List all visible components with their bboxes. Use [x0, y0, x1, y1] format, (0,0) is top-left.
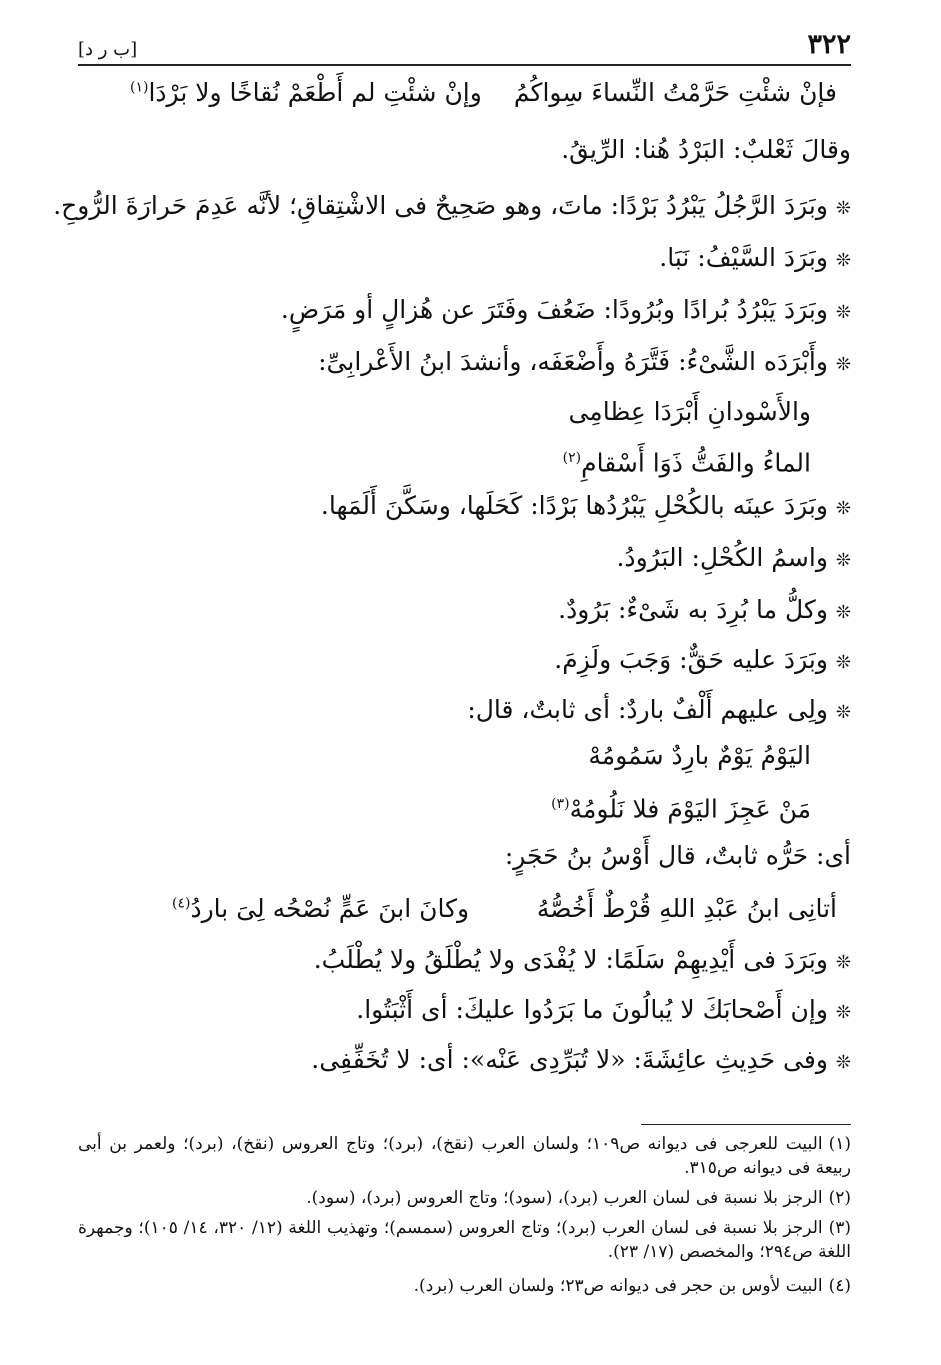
- verse-4-first-hemistich: أتانِى ابنُ عَبْدِ اللهِ قُرْطٌ أَخُصُّهُ: [536, 894, 837, 923]
- entry-salam: ❊وبَرَدَ فى أَيْدِيهِمْ سَلَمًا: لا يُفْدَى ولا يُطْلَقُ ولا يُطْلَبُ.: [313, 945, 851, 974]
- bullet-icon: ❊: [835, 498, 851, 519]
- bullet-icon: ❊: [835, 1052, 851, 1073]
- entry-sword: ❊وبَرَدَ السَّيْفُ: نَبَا.: [659, 243, 851, 272]
- bullet-icon: ❊: [835, 250, 851, 271]
- entry-aisha: ❊وفى حَدِيثِ عائِشَةَ: «لا تُبَرِّدِى عَنْه»: أى: لا تُخَفِّفِى.: [311, 1045, 851, 1074]
- header-rule: [78, 64, 851, 66]
- verse-4-second-hemistich: وكانَ ابنَ عَمٍّ نُصْحُه لِىَ باردُ$^{(٤)}$: [172, 894, 470, 923]
- verse-3-line-2: مَنْ عَجِزَ اليَوْمَ فلا نَلُومُهْ$^{(٣)}$: [551, 794, 811, 824]
- entry-thousand: ❊ولِى عليهم أَلْفٌ باردٌ: أى ثابتٌ، قال:: [467, 695, 851, 724]
- verse-2-line-1: والأَسْودانِ أَبْرَدَا عِظامِى: [568, 397, 811, 426]
- footnote-3: (٣)الرجز بلا نسبة فى لسان العرب (برد)؛ وتاج العروس (سمسم)؛ وتهذيب اللغة (١٢/ ٣٢٠، ١٤/ ١٠٥)؛ وجمهرة اللغة ص٢٩٤؛ والمخصص (١٧/ ٢٣).: [78, 1218, 852, 1262]
- bullet-icon: ❊: [835, 198, 851, 219]
- page-number: ٣٢٢: [807, 29, 851, 60]
- bullet-icon: ❊: [835, 1002, 851, 1023]
- entry-barud: ❊وكلُّ ما بُرِدَ به شَىْءٌ: بَرُودٌ.: [558, 595, 851, 624]
- verse-1-first-hemistich: فإنْ شئْتِ حَرَّمْتُ النِّساءَ سِواكُمُ: [513, 78, 837, 107]
- footnote-ref-1: (١): [130, 79, 149, 96]
- entry-kohl-name: ❊واسمُ الكُحْلِ: البَرُودُ.: [616, 543, 851, 572]
- bullet-icon: ❊: [835, 652, 851, 673]
- verse-1-second-hemistich: وإنْ شئْتِ لم أَطْعَمْ نُقاخًا ولا بَرْدَا$^{(١)}$: [130, 78, 482, 107]
- entry-died: ❊وبَرَدَ الرَّجُلُ يَبْرُدُ بَرْدًا: ماتَ، وهو صَحِيحٌ فى الاشْتِقاقِ؛ لأنَّه عَدِمَ حَرارَةَ الرُّوحِ.: [53, 191, 851, 220]
- bullet-icon: ❊: [835, 952, 851, 973]
- line-aws: أى: حَرُّه ثابتٌ، قال أَوْسُ بنُ حَجَرٍ:: [504, 841, 851, 870]
- entry-right: ❊وبَرَدَ عليه حَقٌّ: وَجَبَ ولَزِمَ.: [554, 645, 851, 674]
- bullet-icon: ❊: [835, 602, 851, 623]
- footnote-2: (٢)الرجز بلا نسبة فى لسان العرب (برد)، (سود)؛ وتاج العروس (برد)، (سود).: [306, 1188, 851, 1208]
- root-tag: [ب ر د]: [78, 39, 138, 60]
- bullet-icon: ❊: [835, 302, 851, 323]
- verse-2-line-2: الماءُ والفَتُّ ذَوَا أَسْقامِ$^{(٢)}$: [562, 448, 811, 478]
- verse-1: [82, 78, 851, 112]
- line-thalab: وقالَ ثَعْلبٌ: البَرْدُ هُنا: الرِّيقُ.: [561, 135, 851, 164]
- footnote-1: (١)البيت للعرجى فى ديوانه ص١٠٩؛ ولسان العرب (نقخ)، (برد)؛ وتاج العروس (نقخ)، (برد)؛ ولعمر بن أبى ربيعة فى ديوانه ص٣١٥.: [78, 1134, 851, 1178]
- verse-4: [82, 894, 851, 928]
- footnote-ref-4: (٤): [172, 895, 191, 912]
- bullet-icon: ❊: [835, 550, 851, 571]
- footnote-rule: [641, 1124, 851, 1125]
- footnote-ref-3: (٣): [551, 796, 570, 812]
- page-header: [78, 28, 851, 60]
- entry-abrada: ❊وأَبْرَدَه الشَّىْءُ: فَتَّرَهُ وأَضْعَفَه، وأنشدَ ابنُ الأَعْرابِىِّ:: [318, 347, 851, 376]
- entry-kohl: ❊وبَرَدَ عينَه بالكُحْلِ يَبْرُدُها بَرْدًا: كَحَلَها، وسَكَّنَ أَلَمَها.: [320, 491, 851, 520]
- bullet-icon: ❊: [835, 354, 851, 375]
- footnote-4: (٤)البيت لأوس بن حجر فى ديوانه ص٢٣؛ ولسان العرب (برد).: [413, 1276, 851, 1296]
- entry-companions: ❊وإن أَصْحابَكَ لا يُبالُونَ ما بَرَدُوا عليكَ: أى أَثْبَتُوا.: [356, 995, 851, 1024]
- footnote-ref-2: (٢): [562, 450, 582, 466]
- bullet-icon: ❊: [835, 702, 851, 723]
- verse-3-line-1: اليَوْمُ يَوْمٌ بارِدٌ سَمُومُهْ: [588, 741, 811, 770]
- entry-weakened: ❊وبَرَدَ يَبْرُدُ بُرادًا وبُرُودًا: ضَعُفَ وفَتَرَ عن هُزالٍ أو مَرَضٍ.: [280, 295, 851, 324]
